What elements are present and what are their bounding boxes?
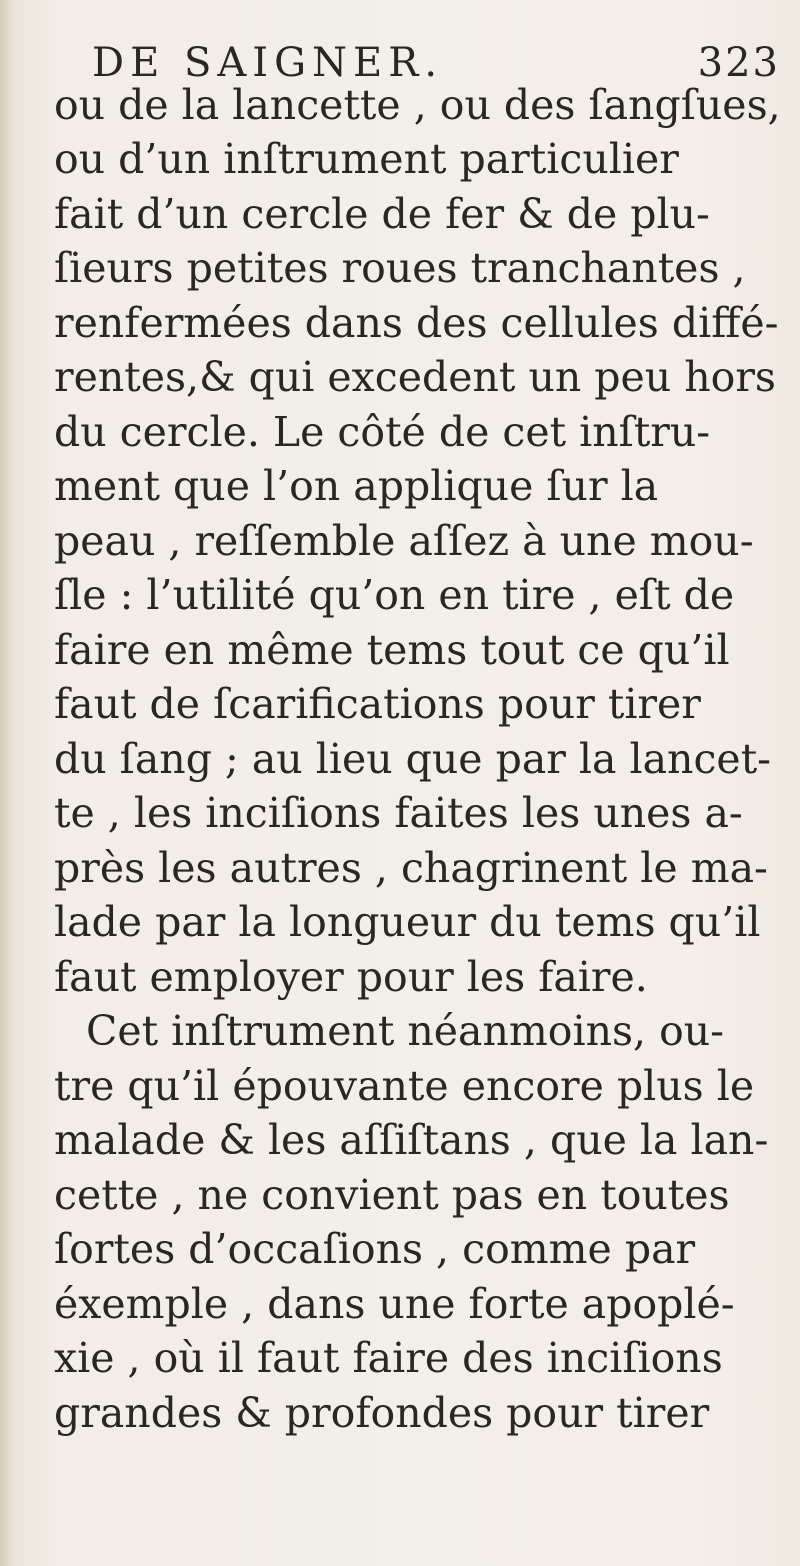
text-line: ſieurs petites roues tranchantes , [54,244,746,292]
text-line: ſortes d’occaſions , comme par [54,1225,696,1273]
text-line: peau , reſſemble aſſez à une mou- [54,517,754,565]
text-line: te , les inciſions faites les unes a- [54,789,743,837]
text-line: ou de la lancette , ou des ſangſues, [54,81,781,129]
text-line: lade par la longueur du tems qu’il [54,898,761,946]
text-line: tre qu’il épouvante encore plus le [54,1062,755,1110]
text-line: près les autres , chagrinent le ma- [54,844,768,892]
text-line: xie , où il faut faire des inciſions [54,1334,723,1382]
text-line: grandes & profondes pour tirer [54,1389,710,1437]
text-line: ment que l’on applique ſur la [54,462,659,510]
text-line: malade & les aſſiſtans , que la lan- [54,1116,769,1164]
text-line: du cercle. Le côté de cet inſtru- [54,408,711,456]
text-line: du ſang ; au lieu que par la lancet- [54,735,772,783]
text-line: ou d’un inſtrument particulier [54,135,679,183]
page-number: 323 [697,40,780,86]
text-line: Cet inſtrument néanmoins, ou- [86,1007,725,1055]
text-line: cette , ne convient pas en toutes [54,1171,730,1219]
text-line: éxemple , dans une forte apoplé- [54,1280,735,1328]
text-line: faire en même tems tout ce qu’il [54,626,730,674]
text-line: faut employer pour les faire. [54,953,648,1001]
page-edge-shadow [0,0,14,1566]
text-line: faut de ſcarifications pour tirer [54,680,701,728]
text-line: renfermées dans des cellules diffé- [54,299,779,347]
text-line: rentes,& qui excedent un peu hors [54,353,776,401]
running-title: DE SAIGNER. [92,40,444,86]
text-line: fait d’un cercle de fer & de plu- [54,190,710,238]
text-line: ſle : l’utilité qu’on en tire , eſt de [54,571,735,619]
